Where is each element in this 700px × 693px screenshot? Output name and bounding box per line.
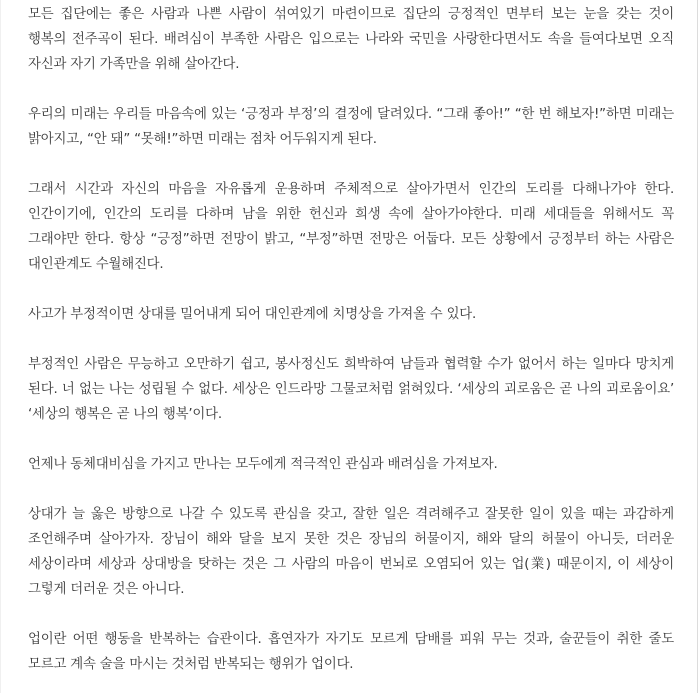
paragraph-5: 부정적인 사람은 무능하고 오만하기 쉽고, 봉사정신도 희박하여 남들과 협력할 수가 없어서 하는 일마다 망치게 된다. 너 없는 나는 성립될 수 없다. 세상은 인드라망 그물코처럼 얽혀있다. ‘세상의 괴로움은 곧 나의 괴로움이요’ ‘세상의 행복은 곧 나의 행복’이다. [28,357,674,422]
paragraph-4: 사고가 부정적이면 상대를 밀어내게 되어 대인관계에 치명상을 가져올 수 있다. [28,307,477,322]
article-body [28,2,674,677]
paragraph-6: 언제나 동체대비심을 가지고 만나는 모두에게 적극적인 관심과 배려심을 가져보자. [28,457,498,472]
paragraph-3: 그래서 시간과 자신의 마음을 자유롭게 운용하며 주체적으로 살아가면서 인간의 도리를 다해나가야 한다. 인간이기에, 인간의 도리를 다하며 남을 위한 헌신과 희생 속에 살아가야한다. 미래 세대들을 위해서도 꼭 그래야만 한다. 항상 “긍정”하면 전망이 밝고, “부정”하면 전망은 어둡다. 모든 상황에서 긍정부터 하는 사람은 대인관계도 수월해진다. [28,182,674,272]
paragraph-8: 업이란 어떤 행동을 반복하는 습관이다. 흡연자가 자기도 모르게 담배를 피워 무는 것과, 술꾼들이 취한 줄도 모르고 계속 술을 마시는 것처럼 반복되는 행위가 업이다. [28,632,674,672]
paragraph-2: 우리의 미래는 우리들 마음속에 있는 ‘긍정과 부정’의 결정에 달려있다. “그래 좋아!” “한 번 해보자!”하면 미래는 밝아지고, “안 돼” “못해!”하면 미래는 점차 어두워지게 된다. [28,107,674,147]
paragraph-1: 모든 집단에는 좋은 사람과 나쁜 사람이 섞여있기 마련이므로 집단의 긍정적인 면부터 보는 눈을 갖는 것이 행복의 전주곡이 된다. 배려심이 부족한 사람은 입으로는 나라와 국민을 사랑한다면서도 속을 들여다보면 오직 자신과 자기 가족만을 위해 살아간다. [28,7,674,72]
paragraph-7: 상대가 늘 옳은 방향으로 나갈 수 있도록 관심을 갖고, 잘한 일은 격려해주고 잘못한 일이 있을 때는 과감하게 조언해주며 살아가자. 장님이 해와 달을 보지 못한 것은 장님의 허물이지, 해와 달의 허물이 아니듯, 더러운 세상이라며 세상과 상대방을 탓하는 것은 그 사람의 마음이 번뇌로 오염되어 있는 업(業) 때문이지, 이 세상이 그렇게 더러운 것은 아니다. [28,507,674,597]
